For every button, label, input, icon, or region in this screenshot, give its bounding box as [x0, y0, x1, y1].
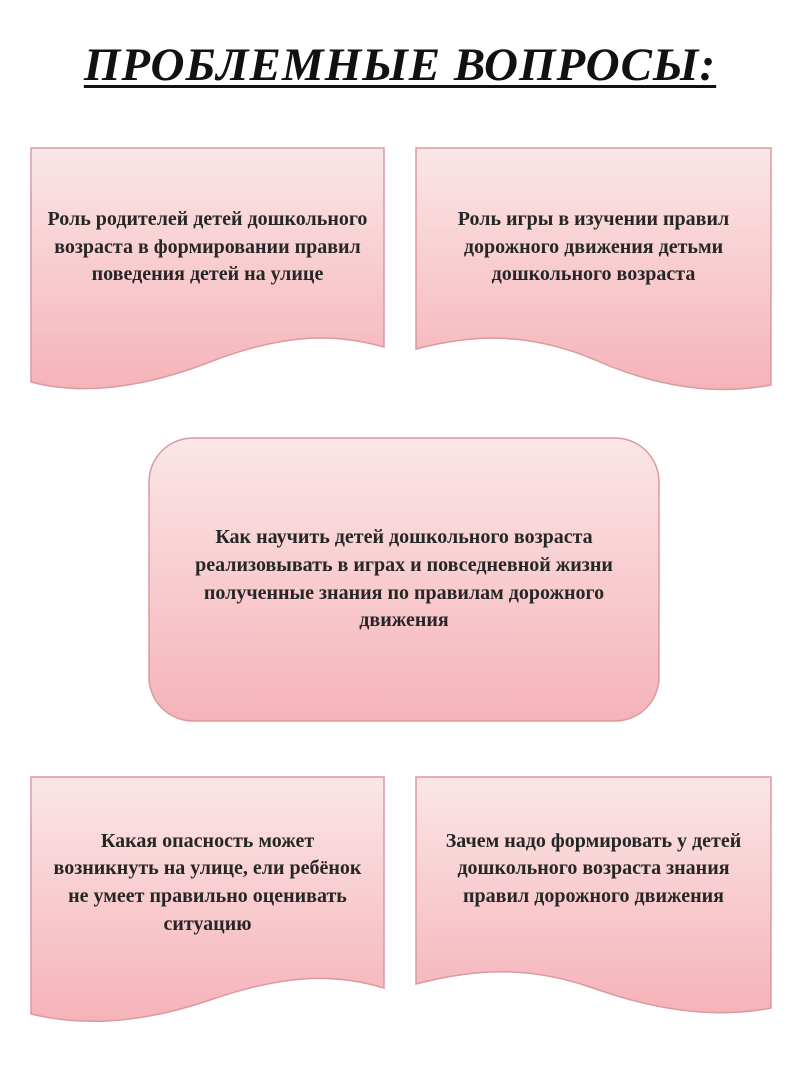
question-text-top-left: Роль родителей детей дошкольного возраста в формировании правил поведения детей на улице [47, 208, 368, 286]
question-box-top-right [415, 147, 772, 397]
question-box-bottom-left [30, 776, 385, 1026]
question-text-bottom-right: Зачем надо формировать у детей дошкольного возраста знания правил дорожного движения [445, 829, 742, 907]
question-box-top-left [30, 147, 385, 397]
page-title-text: ПРОБЛЕМНЫЕ ВОПРОСЫ: [83, 39, 717, 91]
question-text-bottom-left: Какая опасность может возникнуть на улице, ели ребёнок не умеет правильно оценивать ситуацию [53, 829, 362, 935]
question-box-center [148, 437, 660, 722]
question-text-top-right: Роль игры в изучении правил дорожного движения детьми дошкольного возраста [457, 208, 730, 286]
question-box-bottom-right [415, 776, 772, 1021]
page-title [0, 38, 800, 92]
question-text-center: Как научить детей дошкольного возраста реализовывать в играх и повседневной жизни полученные знания по правилам дорожного движения [195, 526, 613, 632]
